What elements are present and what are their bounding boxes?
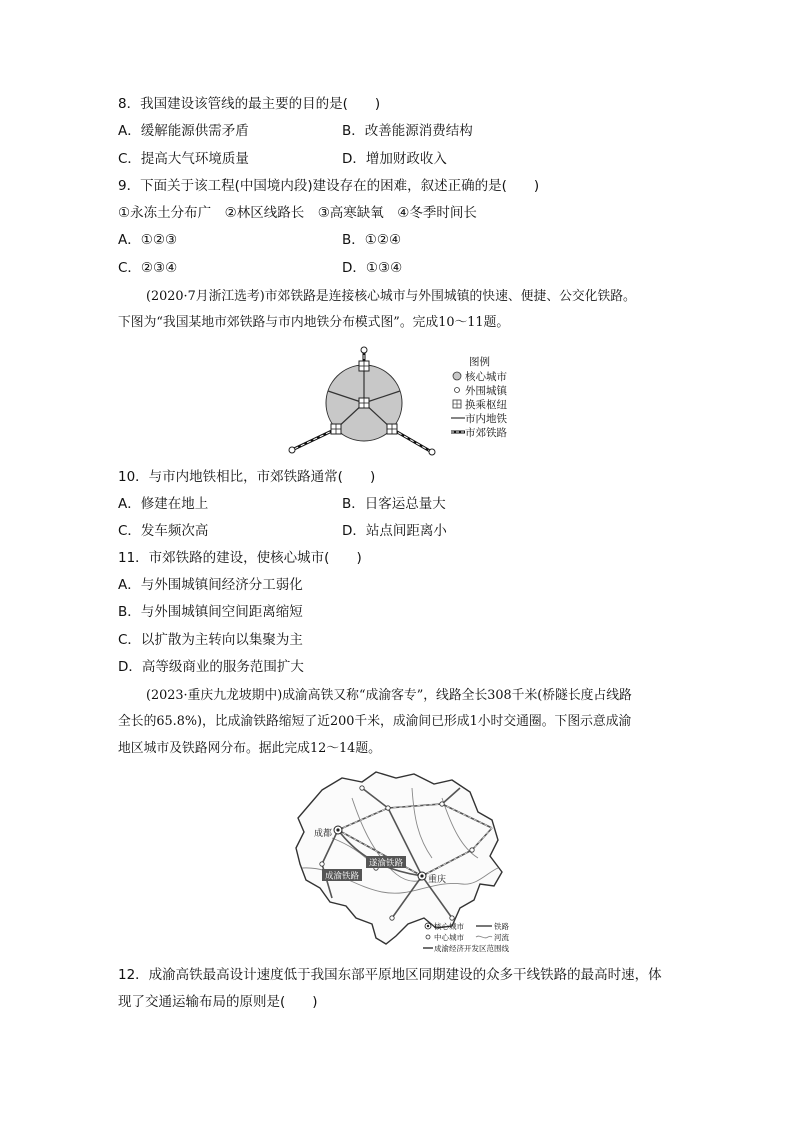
- q8-option-a: A．缓解能源供需矛盾: [118, 123, 249, 139]
- figure-rail-pattern: [280, 345, 530, 460]
- intro1-line2: 下图为“我国某地市郊铁路与市内地铁分布模式图”。完成10～11题。: [118, 315, 510, 330]
- q10-option-d: D．站点间距离小: [342, 523, 447, 539]
- q12-line1: 12．成渝高铁最高设计速度低于我国东部平原地区同期建设的众多干线铁路的最高时速，体: [118, 967, 662, 983]
- intro2-line2: 全长的65.8%)，比成渝铁路缩短了近200千米，成渝间已形成1小时交通圈。下图示意成渝: [118, 714, 632, 729]
- q11-option-b: B．与外围城镇间空间距离缩短: [118, 604, 303, 620]
- legend-core-city: 核心城市: [465, 371, 507, 383]
- legend-peripheral-town: 外围城镇: [465, 385, 507, 397]
- legend-river: 河流: [494, 933, 509, 942]
- legend-suburban-rail: 市郊铁路: [465, 427, 507, 439]
- q10-option-b: B．日客运总量大: [342, 496, 446, 512]
- q10-option-a: A．修建在地上: [118, 496, 209, 512]
- q9-items: ①永冻土分布广 ②林区线路长 ③高寒缺氧 ④冬季时间长: [118, 205, 477, 221]
- line-label-suiyu: 遂渝铁路: [369, 858, 404, 869]
- q9-option-c: C．②③④: [118, 260, 178, 276]
- legend-center-city: 中心城市: [434, 933, 464, 942]
- city-label-chongqing: 重庆: [428, 875, 447, 885]
- intro2-line3: 地区城市及铁路网分布。据此完成12～14题。: [118, 741, 381, 756]
- q8-stem: 8．我国建设该管线的最主要的目的是( ): [118, 96, 381, 112]
- q11-option-d: D．高等级商业的服务范围扩大: [118, 659, 304, 675]
- q11-option-a: A．与外围城镇间经济分工弱化: [118, 577, 303, 593]
- q9-stem: 9．下面关于该工程(中国境内段)建设存在的困难，叙述正确的是( ): [118, 178, 540, 194]
- intro1-line1: (2020·7月浙江选考)市郊铁路是连接核心城市与外围城镇的快速、便捷、公交化铁路。: [146, 289, 636, 304]
- legend-metro: 市内地铁: [465, 413, 507, 425]
- legend-title: 图例: [469, 356, 490, 368]
- q9-option-b: B．①②④: [342, 232, 402, 248]
- legend-zone-boundary: 成渝经济开发区范围线: [434, 944, 509, 953]
- q8-option-c: C．提高大气环境质量: [118, 151, 249, 167]
- q11-stem: 11．市郊铁路的建设，使核心城市( ): [118, 550, 362, 566]
- intro2-line1: (2023·重庆九龙坡期中)成渝高铁又称“成渝客专”，线路全长308千米(桥隧长度占线路: [146, 688, 632, 703]
- line-label-chengyu: 成渝铁路: [325, 871, 360, 882]
- q11-option-c: C．以扩散为主转向以集聚为主: [118, 632, 303, 648]
- figure2-legend: [423, 921, 509, 953]
- q8-option-b: B．改善能源消费结构: [342, 123, 473, 139]
- q9-option-d: D．①③④: [342, 260, 403, 276]
- city-label-chengdu: 成都: [314, 829, 333, 839]
- q12-line2: 现了交通运输布局的原则是( ): [118, 994, 318, 1010]
- q10-option-c: C．发车频次高: [118, 523, 209, 539]
- q10-stem: 10．与市内地铁相比，市郊铁路通常( ): [118, 469, 376, 485]
- q9-option-a: A．①②③: [118, 232, 178, 248]
- q8-option-d: D．增加财政收入: [342, 151, 447, 167]
- legend-railway: 铁路: [494, 922, 509, 931]
- legend-transfer-hub: 换乘枢纽: [465, 399, 507, 411]
- figure1-legend: [451, 355, 508, 439]
- legend-core-city-2: 核心城市: [434, 922, 464, 931]
- figure-chengyu-map: [292, 768, 528, 958]
